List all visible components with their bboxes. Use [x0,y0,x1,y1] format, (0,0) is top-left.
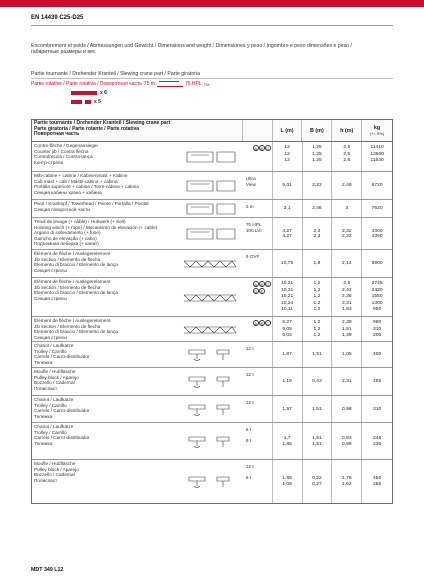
width-value-line: 1,8 [313,261,321,267]
height-value-line: 2,49 [342,183,352,189]
header-width: B (m) [302,120,332,141]
component-diagram [181,342,243,367]
variant-letter-badge: C [266,282,270,287]
table-row [32,172,392,200]
height-value-line: 2,5 [343,151,351,157]
width-value-line: 1,2 [313,333,321,338]
table-row [32,342,392,368]
width-value [303,423,333,459]
variant-text: 12 t [245,400,254,405]
variant-text: 6 t 8 t [245,427,252,443]
component-diagram-icon [183,323,237,337]
length-value-line: 12 [284,151,290,157]
variant-text: 12 t 8 t [245,464,254,480]
width-value-line: 2,22 [312,183,322,189]
weight-value [362,317,392,341]
accent-bar [0,0,424,7]
header-weight-label: kg [373,124,381,131]
weight-value [362,172,392,199]
height-value-line: 0,98 [342,406,352,412]
variant-label [243,368,273,395]
width-value-line: 2,3 [313,228,321,234]
height-value [332,423,362,459]
height-value [332,218,362,249]
length-value-line: 3,1 [283,206,291,212]
variant-letter-badge: A [254,321,258,326]
weight-value-line: 310 [373,326,382,332]
width-value [303,200,333,217]
weight-value-line: 400 [373,352,382,358]
table-row [32,317,392,342]
length-value [273,172,303,199]
legend-model: 75 m [143,81,155,87]
length-value-line: 4,27 [282,228,292,234]
jib-section-block-icon [85,100,91,104]
height-value-line: 0,93 [342,436,352,441]
length-value-line: 1,85 [282,441,292,447]
height-value-line: 2,38 [342,294,352,299]
crane-silhouette-icon [157,81,183,87]
weight-value-line: 1300 [371,300,383,306]
weight-value [362,200,392,217]
length-value-line: 1,57 [282,406,292,412]
width-value-line: 1,25 [312,145,322,150]
height-value [332,396,362,422]
length-value-line: 5,03 [282,333,292,338]
variant-text: 12 t [245,346,254,351]
component-diagram-icon [183,348,237,362]
weight-value-line: 450 [373,476,382,481]
width-value-line: 0,43 [312,379,322,385]
height-value-line: 1,05 [342,352,352,358]
length-value [273,342,303,367]
table-row [32,396,392,423]
table-row [32,278,392,317]
height-value-line: 2,5 [343,158,351,163]
length-value-line: 5,09 [282,326,292,332]
width-value [303,278,333,316]
length-value-line: 10,75 [280,261,294,267]
height-value-line: 2,39 [342,320,352,325]
width-value-line: 1,2 [313,320,321,325]
weight-value [362,368,392,395]
variant-letter-badge: A [254,282,258,287]
weight-value-line: 236 [373,441,382,447]
standard-title: EN 14439 C25-D25 [31,15,84,21]
height-value-line: 1,51 [342,326,352,332]
component-diagram [181,172,243,199]
length-value-line: 1,7 [283,436,291,441]
table-row [32,250,392,278]
component-description: Mât-cabine + cabine / Kabinenmast + Kabine Cab mast + cab / Mástil-cabina + cabina Portalla superiore + cabina / Torre-cabina + cabina Секция кабины крана + кабина [34,173,139,195]
component-diagram-icon [183,403,237,417]
length-value-line: 12 [284,158,290,163]
component-description: Chariot / Laufkatze Trolley / Carrillo Carrelo / Carro-distribuidor Тележка [34,343,90,365]
weight-value [362,218,392,249]
table-row [32,218,392,250]
weight-value-line: 4300 [371,228,383,234]
variant-label [243,278,273,316]
width-value-line: 1,2 [313,300,321,306]
width-value-line: 0,22 [312,476,322,481]
weight-value [362,396,392,422]
variant-label [243,172,273,199]
table-header [32,120,392,142]
component-diagram-icon [183,291,237,305]
width-value-line: 1,51 [312,352,322,358]
component-description: Élément de flèche / Auslegerelement Jib section / Elemento de flecha Elemento di braccio / Elemento de lança Секция стрелы [34,251,118,273]
width-value [303,368,333,395]
variant-label [243,218,273,249]
component-description: Treuil de levage (+ câble) / Hubwerk (+ Seil) Hoisting winch (+ rope) / Mecanismo de elevación (+ cable) Argano di sollevamento (+ fune) Guincho de elevação (+ cabo) Подъемная лебедка (+ канат) [34,219,158,246]
width-value-line: 1,2 [313,287,321,293]
legend-suffix: 75 HPL [184,81,202,87]
height-value-line: 2,31 [342,300,352,306]
height-value [332,250,362,277]
variant-text: Ultra View [245,176,256,187]
length-value-line: 1,55 [282,476,292,481]
weight-value [362,423,392,459]
weight-value-line: 2420 [371,287,383,293]
component-diagram-icon [183,475,237,489]
variant-text: 9 OVF [245,254,260,259]
variant-text: 12 t [245,372,254,377]
header-description: Partie tournante / Drehender Kranteil / Slewing crane part Parte giratoria / Parte rotante / Parte rotativa Поворотная часть [32,120,243,141]
dimensions-heading: Encombrement et poids / Abmessungen und Gewicht / Dimensions and weight / Dimensiones y peso / Ingombro e peso dimensões e peso / габаритные размеры и вес [31,43,352,56]
length-value-line: 5,01 [282,183,292,189]
length-value [273,396,303,422]
variant-letter-badge: C [266,146,270,151]
table-row [32,200,392,218]
length-value-line: 1,09 [282,481,292,487]
length-value-line: 10,31 [280,287,294,293]
component-diagram [181,423,243,459]
variant-text: 2 m [245,204,254,209]
weight-value-line: 4350 [371,234,383,239]
length-value [273,278,303,316]
height-value [332,278,362,316]
variant-label [243,396,273,422]
section-title: Partie tournante / Drehender Kranteil / Slewing crane part / Parte giratoria [31,71,200,77]
component-diagram-icon [183,150,237,164]
component-diagram-icon [183,227,237,241]
component-diagram-icon [183,257,237,271]
weight-value-line: 13600 [370,151,384,157]
header-length: L (m) [273,120,303,141]
height-value-line: 2,32 [342,234,352,239]
height-value-line: 0,98 [342,441,352,447]
variant-letter-badge: B [260,146,264,151]
jib-section-block-icon [71,100,82,104]
width-value-line: 1,25 [312,158,322,163]
table-row [32,460,392,503]
length-value-line: 12 [284,145,290,150]
header-spacer [243,120,273,141]
component-diagram [181,396,243,422]
component-description: Chariot / Laufkatze Trolley / Carrillo Carrelo / Carro-distribuidor Тележка [34,397,90,419]
length-value-line: 10,24 [280,300,294,306]
length-value [273,142,303,171]
length-value-line: 1,87 [282,352,292,358]
header-weight-tolerance: (+/- 5%) [369,130,385,136]
weight-value [362,278,392,316]
component-diagram-icon [183,202,237,216]
jib-section-block-icon [71,91,97,95]
weight-value [362,460,392,503]
component-diagram [181,368,243,395]
length-value [273,423,303,459]
weight-value-line: 200 [373,333,382,338]
variant-label [243,142,273,171]
weight-value-line: 245 [373,436,382,441]
weight-value-line: 11540 [370,158,384,163]
component-description: Pivot / Krankopf / Towerhead / Pivote / Portalla / Pivotal Секция поворотной части [34,201,149,212]
width-value [303,218,333,249]
length-value [273,368,303,395]
length-value [273,250,303,277]
component-diagram-icon [183,435,237,449]
length-value-line: 4,27 [282,234,292,239]
weight-value-line: 2745 [371,281,383,286]
width-value [303,342,333,367]
legend-item-a-label: x 6 [100,90,107,96]
length-value [273,200,303,217]
component-diagram [181,218,243,249]
height-value [332,142,362,171]
component-diagram-icon [183,179,237,193]
length-value-line: 10,21 [280,281,294,286]
width-value-line: 1,2 [313,281,321,286]
weight-value-line: 6720 [371,183,383,189]
weight-value-line: 1550 [371,294,383,299]
weight-value-line: 455 [373,379,382,385]
component-description: Contre-flèche / Gegenausleger Counter jib / Contra flecha Controfreccia / Contra-lança Контр-стрела [34,143,99,165]
component-description: Moufle / Hubflasche Pulley block / Aparejo Bozzello / Cadernal Полиспаст [34,369,79,391]
legend-tm: TM [203,81,210,87]
variant-letter-badge: E [260,288,264,294]
component-description: Chariot / Laufkatze Trolley / Carrillo Carrelo / Carro-distribuidor Тележка [34,424,90,446]
variant-letter-badge: B [260,282,264,287]
variant-label [243,317,273,341]
height-value-line: 1,39 [342,333,352,338]
footer-code: MDT 349 L12 [31,567,64,573]
length-value-line: 10,11 [281,307,294,312]
height-value [332,342,362,367]
weight-value-line: 950 [373,307,382,312]
header-height: h (m) [332,120,362,141]
divider [31,78,393,79]
height-value-line: 2,32 [342,228,352,234]
length-value [273,460,303,503]
legend-line-label: Partie rotative / Parte rotativa / Поворотная часть [31,81,142,87]
weight-value [362,342,392,367]
component-diagram [181,460,243,503]
weight-value-line: 7620 [371,206,383,212]
weight-value [362,250,392,277]
height-value [332,200,362,217]
width-value [303,250,333,277]
weight-value [362,142,392,171]
legend-item-b [71,99,101,105]
legend-line [31,81,311,87]
length-value [273,218,303,249]
width-value-line: 1,51 [312,406,322,412]
variant-label [243,423,273,459]
variant-label [243,250,273,277]
height-value-line: 1,62 [342,481,352,487]
weight-value-line: 960 [373,320,382,325]
header-weight [362,120,392,141]
table-body [32,142,392,503]
width-value-line: 1,2 [313,294,321,299]
width-value [303,172,333,199]
variant-label [243,200,273,217]
length-value-line: 1,19 [282,379,292,385]
legend [31,81,311,109]
height-value-line: 2,31 [342,379,352,385]
weight-value-line: 5900 [371,261,383,267]
width-value [303,142,333,171]
variant-letter-badge: C [266,321,270,326]
height-value [332,172,362,199]
divider [31,25,393,26]
component-diagram [181,200,243,217]
variant-label [243,342,273,367]
width-value-line: 1,25 [312,151,322,157]
width-value-line: 0,27 [312,481,322,487]
width-value-line: 1,51 [312,441,322,447]
weight-value-line: 265 [373,481,382,487]
weight-value-line: 11410 [370,145,384,150]
width-value [303,460,333,503]
variant-label [243,460,273,503]
component-description: Moufle / Hubflasche Pulley block / Aparejo Bozzello / Cadernal Полиспаст [34,461,79,483]
legend-item-a [71,90,107,96]
width-value-line: 2,3 [313,234,321,239]
table-row [32,368,392,396]
component-diagram-icon [183,375,237,389]
table-row [32,423,392,460]
dimensions-table [31,119,393,504]
height-value [332,317,362,341]
variant-letter-badge: B [260,321,264,326]
height-value-line: 2,5 [343,281,351,286]
variant-letter-badge: A [254,146,258,151]
width-value-line: 1,2 [313,307,321,312]
height-value-line: 3 [345,206,349,212]
component-diagram [181,142,243,171]
component-description: Élément de flèche / Auslegerelement Jib section / Elemento de flecha Elemento di braccio / Elemento de lança Секция стрелы [34,279,118,301]
length-value [273,317,303,341]
height-value [332,368,362,395]
variant-letter-badge: D [254,288,258,294]
height-value-line: 2,14 [342,261,352,267]
width-value-line: 1,51 [312,436,322,441]
width-value [303,396,333,422]
length-value-line: 5,27 [282,320,292,325]
table-row [32,142,392,172]
length-value-line: 10,21 [280,294,294,299]
height-value [332,460,362,503]
width-value-line: 2,46 [312,206,322,212]
component-diagram [181,317,243,341]
width-value [303,317,333,341]
height-value-line: 2,42 [342,287,352,293]
legend-item-b-label: x 5 [94,99,101,105]
component-diagram [181,250,243,277]
component-description: Élément de flèche / Auslegerelement Jib section / Elemento de flecha Elemento di braccio / Elemento de lança Секция стрелы [34,318,118,340]
height-value-line: 1,78 [342,476,352,481]
weight-value-line: 310 [373,406,382,412]
height-value-line: 2,5 [343,145,351,150]
variant-text: 75 HPL 100 LVI [245,222,262,233]
height-value-line: 1,83 [342,307,352,312]
width-value-line: 1,2 [313,326,321,332]
component-diagram [181,278,243,316]
